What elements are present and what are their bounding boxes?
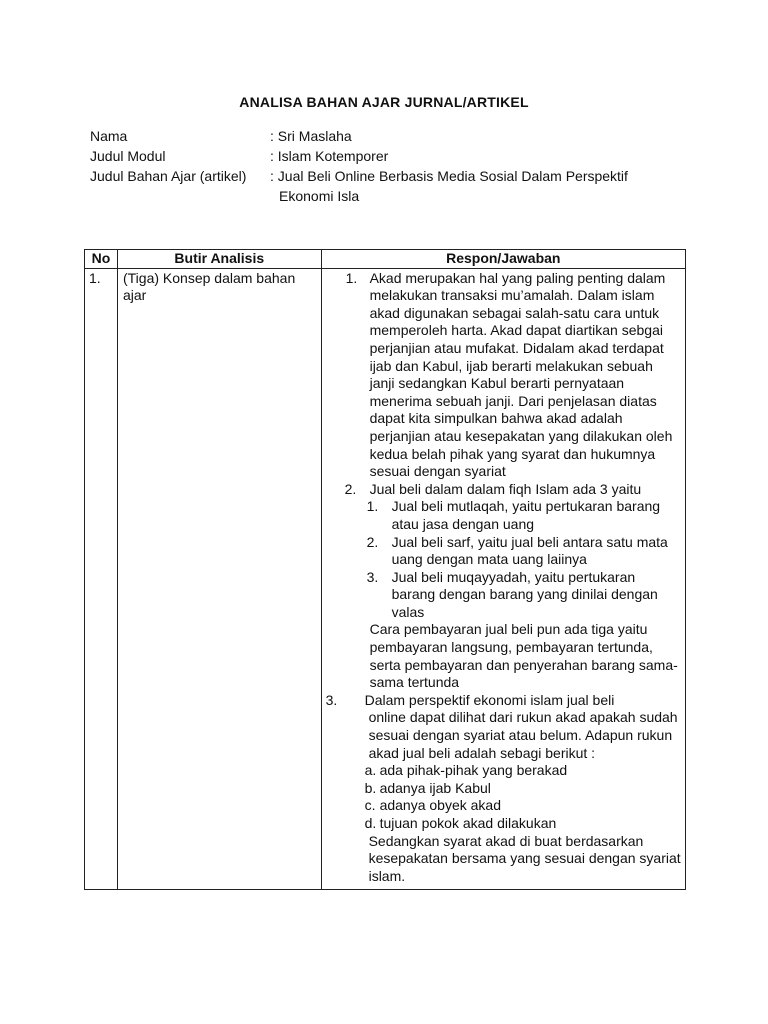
item-letter: a. (364, 762, 377, 779)
item-text: Jual beli mutlaqah, yaitu pertukaran barang atau jasa dengan uang (391, 498, 661, 532)
list-item (365, 797, 681, 815)
meta-row-nama (90, 126, 670, 146)
list-item (365, 780, 681, 798)
list-item (326, 481, 681, 499)
item-text: Dalam perspektif ekonomi islam jual beli (364, 691, 615, 708)
item-text: adanya ijab Kabul (379, 779, 491, 796)
list-item (365, 815, 681, 833)
closing-paragraph: Sedangkan syarat akad di buat berdasarkan kesepakatan bersama yang sesuai dengan syariat islam. (368, 832, 681, 884)
item-text: Akad merupakan hal yang paling penting dalam melakukan transaksi mu’amalah. Dalam islam akad digunakan sebagai salah-satu cara untuk memperoleh harta. Akad dapat diartikan sebgai perjanjian atau mufakat. Didalam akad terdapat ijab dan Kabul, ijab berarti melakukan sebuah janji sedangkan Kabul berarti pernyataan menerima sebuah janji. Dari penjelasan diatas dapat kita simpulkan bahwa akad adalah perjanjian atau kesepakatan yang dilakukan oleh kedua belah pihak yang syarat dan hukumnya sesuai dengan syariat (369, 269, 673, 480)
header-butir: Butir Analisis (117, 250, 321, 269)
item-number: 1. (366, 498, 379, 515)
table-row (85, 268, 686, 890)
list-item (326, 569, 681, 622)
item-number: 2. (366, 533, 379, 550)
item-number: 3. (366, 568, 379, 585)
item-text: Jual beli muqayyadah, yaitu pertukaran barang dengan barang yang dinilai dengan valas (391, 568, 658, 620)
bahan-value-line-2: Ekonomi Isla (279, 188, 360, 204)
item-3-continuation: online dapat dilihat dari rukun akad apakah sudah sesuai dengan syariat atau belum. Adapun rukun akad jual beli adalah sebagi berikut : (368, 709, 678, 761)
item-number: 1. (345, 269, 358, 286)
item-text: Jual beli dalam dalam fiqh Islam ada 3 yaitu (369, 480, 642, 497)
meta-row-modul (90, 146, 670, 166)
list-item (326, 692, 681, 710)
item-text: ada pihak-pihak yang berakad (379, 762, 568, 779)
list-item (365, 762, 681, 780)
item-letter: b. (364, 779, 377, 796)
item-letter: d. (364, 815, 377, 831)
analysis-table (84, 249, 686, 890)
row-no: 1. (85, 268, 118, 890)
nama-value: : Sri Maslaha (270, 128, 352, 144)
item-text: Jual beli sarf, yaitu jual beli antara satu mata uang dengan mata uang laiinya (391, 533, 668, 568)
item-text: tujuan pokok akad dilakukan (379, 815, 557, 831)
bahan-value-line-1: : Jual Beli Online Berbasis Media Sosial Dalam Perspektif (270, 168, 628, 184)
document-title: ANALISA BAHAN AJAR JURNAL/ARTIKEL (239, 94, 529, 110)
meta-row-bahan (90, 166, 670, 206)
table-header-row (85, 250, 686, 269)
header-no: No (85, 250, 118, 269)
item-letter: c. (364, 797, 376, 814)
document-meta (90, 126, 670, 206)
list-item (326, 534, 681, 569)
row-respon (321, 268, 685, 890)
letter-list (326, 762, 681, 832)
header-respon: Respon/Jawaban (321, 250, 685, 269)
nama-label: Nama (90, 128, 128, 144)
item-text: adanya obyek akad (379, 797, 502, 814)
list-item (326, 498, 681, 533)
bahan-label: Judul Bahan Ajar (artikel) (90, 168, 247, 184)
item-number: 2. (344, 480, 357, 497)
bahan-value (270, 166, 670, 206)
list-item (326, 270, 681, 481)
modul-value: : Islam Kotemporer (270, 148, 389, 164)
row-butir: (Tiga) Konsep dalam bahan ajar (117, 268, 321, 890)
item-number: 3. (325, 691, 338, 708)
sub-list (326, 498, 681, 621)
payment-paragraph: Cara pembayaran jual beli pun ada tiga yaitu pembayaran langsung, pembayaran tertunda, serta pembayaran dan penyerahan barang sama-sama tertunda (369, 621, 678, 691)
modul-label: Judul Modul (90, 148, 166, 164)
